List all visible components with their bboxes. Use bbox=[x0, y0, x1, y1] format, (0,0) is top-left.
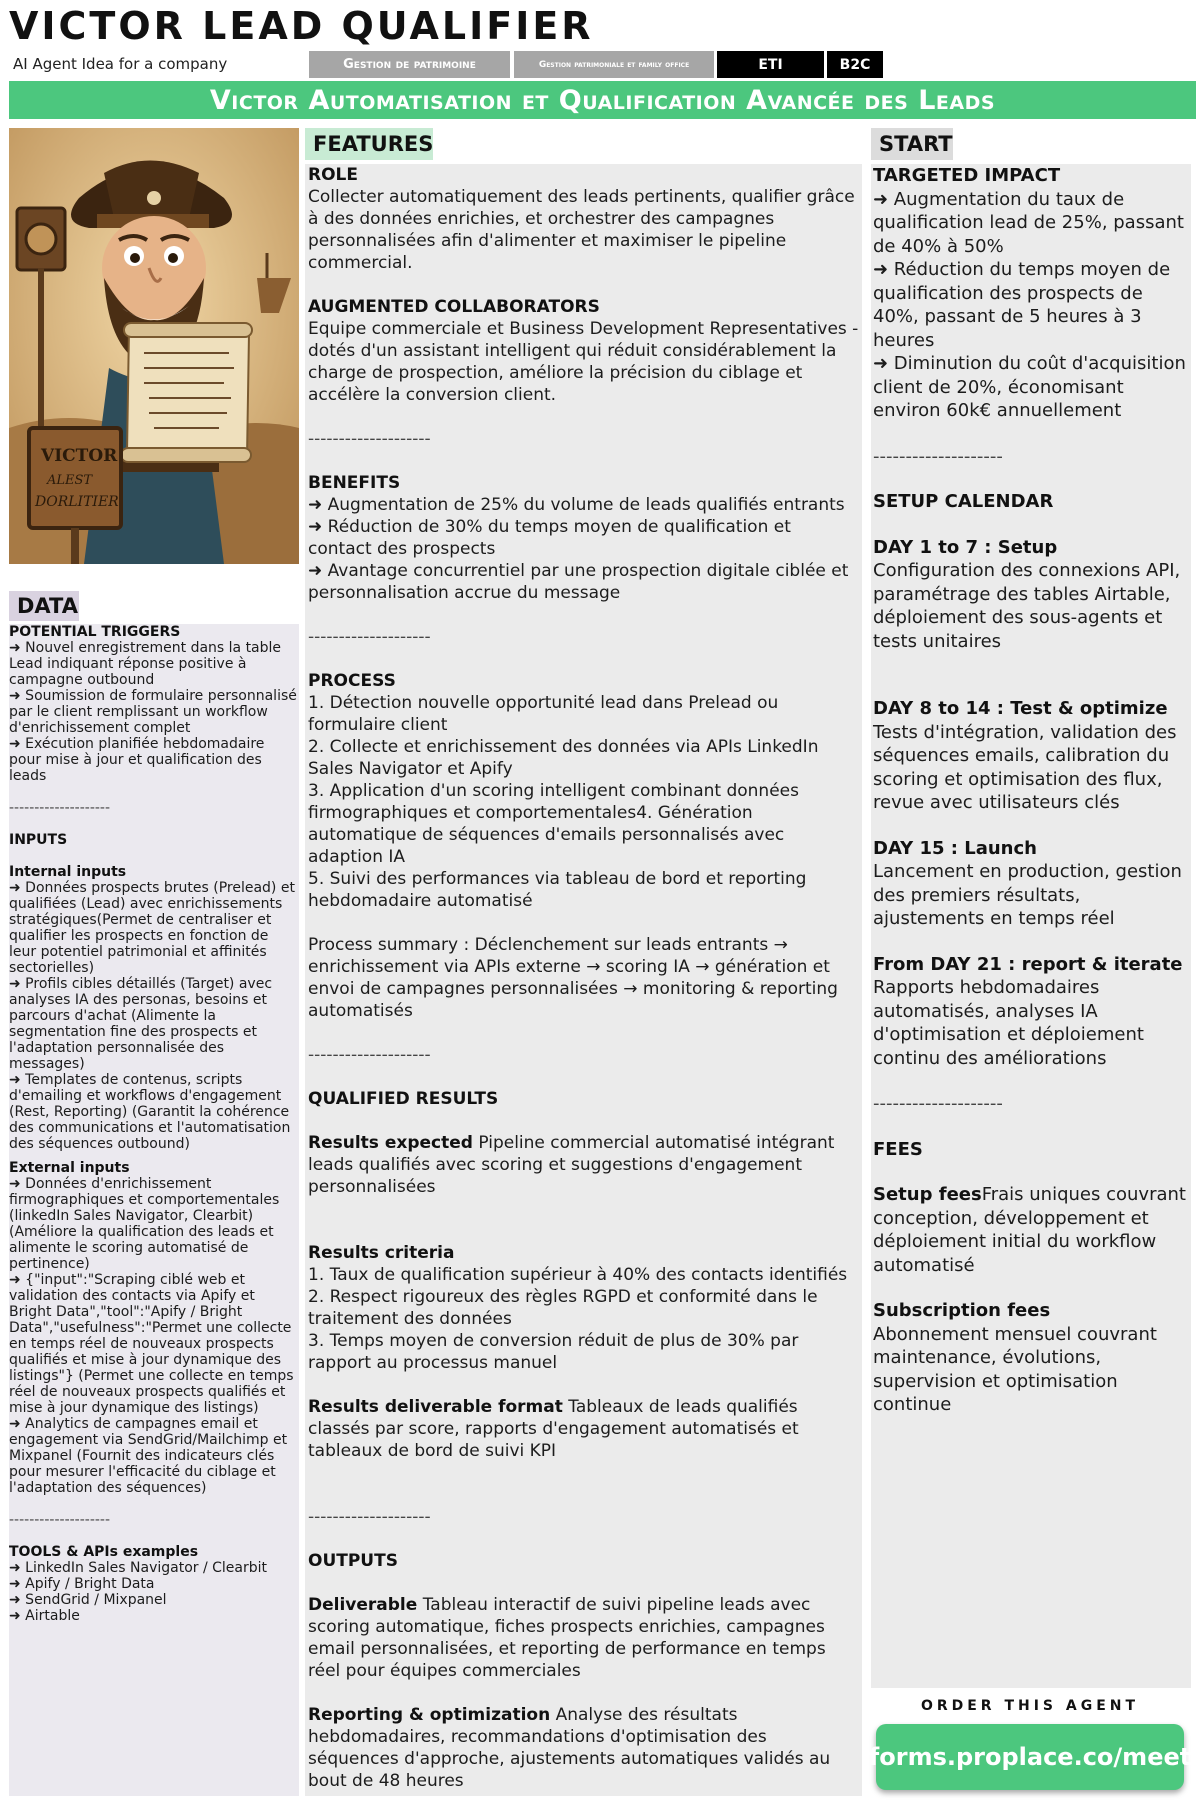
order-title: ORDER THIS AGENT bbox=[920, 1698, 1140, 1714]
day21-title: From DAY 21 : report & iterate bbox=[873, 953, 1183, 975]
fees-title: FEES bbox=[873, 1138, 923, 1160]
setup-fees-text: Frais uniques couvrant conception, développement et déploiement initial du workflow automatisé bbox=[873, 1184, 1186, 1276]
external-inputs-title: External inputs bbox=[9, 1160, 130, 1176]
separator: -------------------- bbox=[873, 445, 1003, 467]
setup-fees bbox=[873, 1183, 1189, 1277]
day8-text: Tests d'intégration, validation des séquences emails, calibration du scoring et optimisation des flux, revue avec utilisateurs clés bbox=[873, 721, 1177, 813]
potential-triggers-title: POTENTIAL TRIGGERS bbox=[9, 624, 181, 640]
tag-wealth-management: Gestion de patrimoine bbox=[309, 51, 510, 78]
outputs-title: OUTPUTS bbox=[308, 1551, 398, 1571]
tool-item: ➜ Apify / Bright Data bbox=[9, 1576, 155, 1592]
separator: -------------------- bbox=[9, 1512, 111, 1528]
internal-input-item: ➜ Profils cibles détaillés (Target) avec analyses IA des personas, besoins et parcours d'achat (Alimente la segmentation fine des prospects et l'adaptation personnalisée des messages) bbox=[9, 976, 273, 1072]
day21-text: Rapports hebdomadaires automatisés, analyses IA d'optimisation et déploiement continu des améliorations bbox=[873, 977, 1144, 1069]
process-step: 5. Suivi des performances via tableau de bord et reporting hebdomadaire automatisé bbox=[308, 869, 807, 911]
trigger-item: ➜ Soumission de formulaire personnalisé par le client remplissant un workflow d'enrichissement complet bbox=[9, 688, 297, 736]
process-summary: Process summary : Déclenchement sur leads entrants → enrichissement via APIs externe → scoring IA → génération et envoi de campagnes personnalisées → monitoring & reporting automatisés bbox=[308, 935, 838, 1021]
day1-title: DAY 1 to 7 : Setup bbox=[873, 536, 1058, 558]
day8-title: DAY 8 to 14 : Test & optimize bbox=[873, 698, 1168, 719]
day15-title: DAY 15 : Launch bbox=[873, 837, 1037, 859]
results-criteria-title: Results criteria bbox=[308, 1243, 455, 1263]
internal-input-item: ➜ Données prospects brutes (Prelead) et qualifiées (Lead) avec enrichissements stratégiques(Permet de centraliser et qualifier les prospects en fonction de leur potentiel patrimonial et affinités sectorielles) bbox=[9, 880, 295, 976]
trigger-item: ➜ Nouvel enregistrement dans la table Lead indiquant réponse positive à campagne outbound bbox=[9, 640, 282, 688]
results-expected-text: Pipeline commercial automatisé intégrant leads qualifiés avec scoring et suggestions d'engagement personnalisées bbox=[308, 1133, 835, 1197]
separator: -------------------- bbox=[9, 800, 111, 816]
title-banner: Victor Automatisation et Qualification Avancée des Leads bbox=[9, 81, 1196, 119]
separator: -------------------- bbox=[308, 1507, 431, 1527]
setup-fees-label: Setup fees bbox=[873, 1184, 982, 1205]
deliverable-format-label: Results deliverable format bbox=[308, 1397, 563, 1417]
inputs-title: INPUTS bbox=[9, 832, 68, 848]
tag-eti: ETI bbox=[717, 51, 824, 78]
criteria-item: 1. Taux de qualification supérieur à 40% des contacts identifiés bbox=[308, 1265, 848, 1285]
day1-text: Configuration des connexions API, paramétrage des tables Airtable, déploiement des sous-agents et tests unitaires bbox=[873, 560, 1181, 652]
reporting-optimization bbox=[308, 1704, 859, 1792]
page-subtitle: AI Agent Idea for a company bbox=[13, 55, 228, 73]
criteria-item: 3. Temps moyen de conversion réduit de plus de 30% par rapport au processus manuel bbox=[308, 1331, 799, 1373]
page-title: VICTOR LEAD QUALIFIER bbox=[9, 4, 594, 48]
reporting-label: Reporting & optimization bbox=[308, 1705, 551, 1725]
criteria-item: 2. Respect rigoureux des règles RGPD et conformité dans le traitement des données bbox=[308, 1287, 818, 1329]
process-step: 3. Application d'un scoring intelligent combinant données firmographiques et comportementales4. Génération automatique de séquences d'emails personnalisés avec adaption IA bbox=[308, 781, 799, 867]
svg-text:DORLITIER: DORLITIER bbox=[35, 494, 119, 510]
svg-text:ALEST: ALEST bbox=[47, 473, 93, 488]
trigger-item: ➜ Exécution planifiée hebdomadaire pour mise à jour et qualification des leads bbox=[9, 736, 265, 784]
separator: -------------------- bbox=[308, 627, 431, 647]
order-link-button[interactable]: forms.proplace.co/meet bbox=[876, 1724, 1184, 1790]
separator: -------------------- bbox=[873, 1093, 1003, 1114]
role-text: Collecter automatiquement des leads pertinents, qualifier grâce à des données enrichies, et orchestrer des campagnes personnalisées afin d'alimenter et maximiser le pipeline commercial. bbox=[308, 187, 855, 273]
augmented-collaborators-title: AUGMENTED COLLABORATORS bbox=[308, 297, 600, 317]
process-title: PROCESS bbox=[308, 671, 396, 691]
results-expected-label: Results expected bbox=[308, 1133, 473, 1153]
results-expected bbox=[308, 1132, 859, 1198]
data-heading: DATA bbox=[9, 591, 79, 621]
impact-item: ➜ Augmentation du taux de qualification lead de 25%, passant de 40% à 50% bbox=[873, 188, 1184, 257]
pirate-icon bbox=[9, 128, 299, 564]
data-panel bbox=[9, 624, 299, 1796]
deliverable-label: Deliverable bbox=[308, 1595, 418, 1615]
benefits-title: BENEFITS bbox=[308, 473, 401, 493]
features-heading: FEATURES bbox=[305, 128, 433, 160]
qualified-results-title: QUALIFIED RESULTS bbox=[308, 1089, 499, 1109]
start-panel bbox=[871, 164, 1191, 1688]
subscription-fees-title: Subscription fees bbox=[873, 1300, 1051, 1321]
deliverable-format-text: Tableaux de leads qualifiés classés par score, rapports d'engagement automatisés et tableaux de bord de suivi KPI bbox=[308, 1397, 799, 1461]
external-input-item: ➜ Données d'enrichissement firmographiques et comportementales (linkedIn Sales Navigator, Clearbit) (Améliore la qualification des leads et alimente le scoring automatisé de pertinence) bbox=[9, 1176, 280, 1272]
augmented-collaborators-text: Equipe commerciale et Business Development Representatives - dotés d'un assistant intelligent qui réduit considérablement la charge de prospection, améliore la précision du ciblage et accélère la conversion client. bbox=[308, 319, 859, 405]
deliverable-text: Tableau interactif de suivi pipeline leads avec scoring automatique, fiches prospects enrichies, campagnes email personnalisées, et reporting de performance en temps réel pour équipes commerciales bbox=[308, 1595, 826, 1681]
svg-text:VICTOR: VICTOR bbox=[41, 446, 118, 466]
process-step: 2. Collecte et enrichissement des données via APIs LinkedIn Sales Navigator et Apify bbox=[308, 737, 819, 779]
tool-item: ➜ Airtable bbox=[9, 1608, 80, 1624]
separator: -------------------- bbox=[308, 429, 431, 449]
impact-item: ➜ Réduction du temps moyen de qualification des prospects de 40%, passant de 5 heures à 3 heures bbox=[873, 259, 1171, 351]
benefit-item: ➜ Réduction de 30% du temps moyen de qualification et contact des prospects bbox=[308, 517, 791, 559]
internal-input-item: ➜ Templates de contenus, scripts d'emailing et workflows d'engagement (Rest, Reporting) (Garantit la cohérence des communications et l'automatisation des séquences outbound) bbox=[9, 1072, 291, 1152]
external-input-item: ➜ {"input":"Scraping ciblé web et validation des contacts via Apify et Bright Data","tool":"Apify / Bright Data","usefulness":"Permet une collecte en temps réel de nouveaux prospects qualifiés et mise à jour dynamique des listings"} (Permet une collecte en temps réel de nouveaux prospects qualifiés et mise à jour dynamique des listings) bbox=[9, 1272, 294, 1416]
role-title: ROLE bbox=[308, 165, 358, 185]
internal-inputs-title: Internal inputs bbox=[9, 864, 127, 880]
setup-calendar-title: SETUP CALENDAR bbox=[873, 491, 1054, 512]
impact-item: ➜ Diminution du coût d'acquisition client de 20%, économisant environ 60k€ annuellement bbox=[873, 353, 1186, 421]
pirate-illustration bbox=[9, 128, 299, 564]
separator: -------------------- bbox=[308, 1045, 431, 1065]
reporting-text: Analyse des résultats hebdomadaires, recommandations d'optimisation des séquences d'approche, ajustements automatiques validés au bout de 48 heures bbox=[308, 1705, 831, 1791]
tag-family-office: Gestion patrimoniale et family office bbox=[514, 51, 714, 78]
results-deliverable-format bbox=[308, 1396, 859, 1462]
process-step: 1. Détection nouvelle opportunité lead dans Prelead ou formulaire client bbox=[308, 693, 779, 735]
start-heading: START bbox=[871, 128, 953, 160]
benefit-item: ➜ Augmentation de 25% du volume de leads qualifiés entrants bbox=[308, 495, 845, 515]
tools-title: TOOLS & APIs examples bbox=[9, 1544, 199, 1560]
day15-text: Lancement en production, gestion des premiers résultats, ajustements en temps réel bbox=[873, 861, 1182, 929]
tool-item: ➜ LinkedIn Sales Navigator / Clearbit bbox=[9, 1560, 268, 1576]
benefit-item: ➜ Avantage concurrentiel par une prospection digitale ciblée et personnalisation accrue du message bbox=[308, 561, 849, 603]
targeted-impact-title: TARGETED IMPACT bbox=[873, 165, 1061, 186]
subscription-fees-text: Abonnement mensuel couvrant maintenance, évolutions, supervision et optimisation continue bbox=[873, 1323, 1157, 1415]
tool-item: ➜ SendGrid / Mixpanel bbox=[9, 1592, 167, 1608]
tag-b2c: B2C bbox=[827, 51, 883, 78]
features-panel bbox=[305, 164, 862, 1796]
external-input-item: ➜ Analytics de campagnes email et engagement via SendGrid/Mailchimp et Mixpanel (Fournit des indicateurs clés pour mesurer l'efficacité du ciblage et l'adaptation des séquences) bbox=[9, 1416, 288, 1496]
deliverable bbox=[308, 1594, 859, 1682]
